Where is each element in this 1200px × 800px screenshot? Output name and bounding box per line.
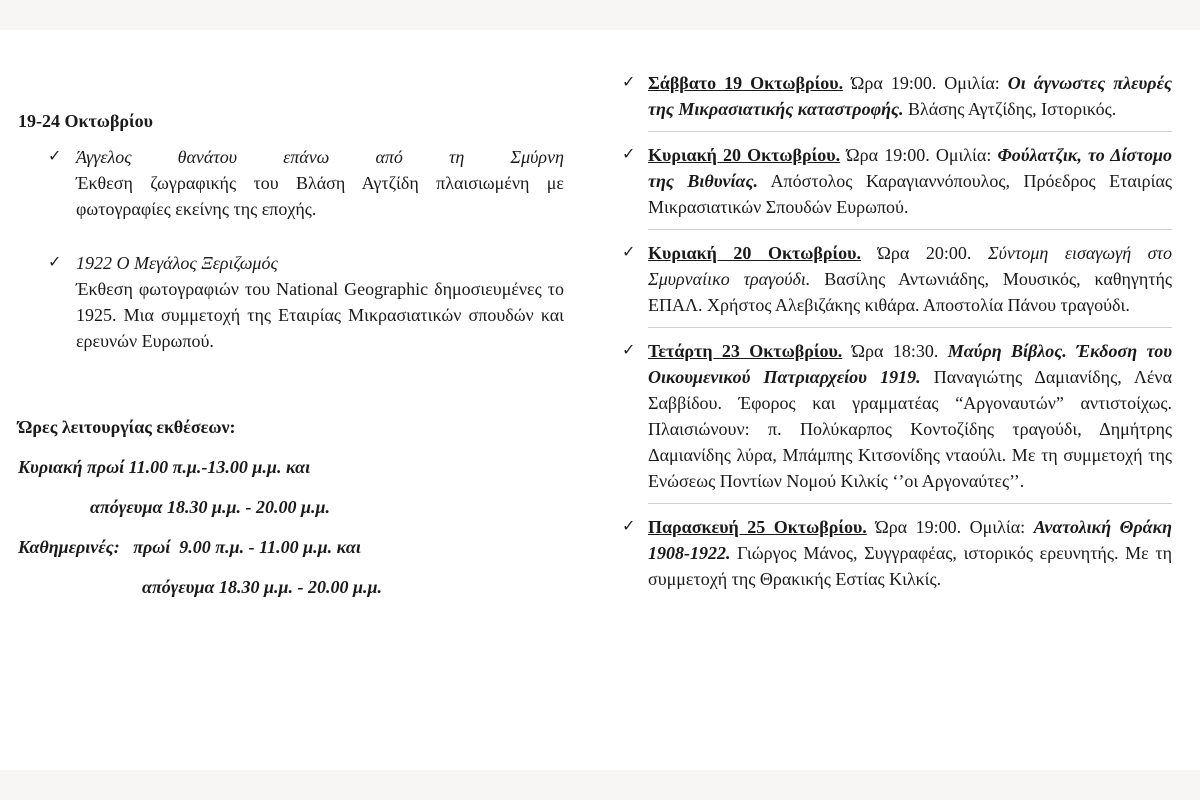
event-details: Βασίλης Αντωνιάδης, Μουσικός, καθηγητής ΕΠΑΛ. Χρήστος Αλεβιζάκης κιθάρα. Αποστολία Πάνου τραγούδι. <box>648 269 1173 315</box>
event-time: Ώρα 19:00. Ομιλία: <box>843 73 1008 93</box>
event-time: Ώρα 19:00. Ομιλία: <box>866 517 1034 537</box>
event-details: Βλάσης Αγτζίδης, Ιστορικός. <box>903 99 1117 119</box>
hours-weekday-evening: απόγευμα 18.30 μ.μ. - 20.00 μ.μ. <box>142 577 382 597</box>
divider <box>648 327 1172 328</box>
event-date: Παρασκευή 25 Οκτωβρίου. <box>648 517 867 537</box>
divider <box>648 229 1172 230</box>
divider <box>648 503 1172 504</box>
exhibit-title: 1922 Ο Μεγάλος Ξεριζωμός <box>76 253 278 273</box>
hours-sunday-evening: απόγευμα 18.30 μ.μ. - 20.00 μ.μ. <box>90 497 330 517</box>
checkmark-icon: ✓ <box>622 244 636 261</box>
event-title: Σύντομη εισαγωγή στο Σμυρναίικο τραγούδι. <box>648 243 1173 289</box>
exhibit-item <box>18 250 564 354</box>
checkmark-icon: ✓ <box>622 518 636 535</box>
opening-hours-heading: Ώρες λειτουργίας εκθέσεων: <box>18 417 236 437</box>
events-column <box>622 70 1172 592</box>
event-title: Μαύρη Βίβλος. Έκδοση του Οικουμενικού Πατριαρχείου 1919. <box>648 341 1173 387</box>
event-title: Φούλατζικ, το Δίστομο της Βιθυνίας. <box>648 145 1173 191</box>
exhibit-description: Έκθεση φωτογραφιών του National Geographic δημοσιευμένες το 1925. Μια συμμετοχή της Εταιρίας Μικρασιατικών σπουδών και ερευνών Ευρωπού. <box>76 279 564 351</box>
event-details: Απόστολος Καραγιαννόπουλος, Πρόεδρος Εταιρίας Μικρασιατικών Σπουδών Ευρωπού. <box>648 171 1172 217</box>
event-date: Τετάρτη 23 Οκτωβρίου. <box>648 341 843 361</box>
checkmark-icon: ✓ <box>48 254 62 271</box>
event-item <box>622 338 1172 494</box>
checkmark-icon: ✓ <box>622 146 636 163</box>
exhibit-description: Έκθεση ζωγραφικής του Βλάση Αγτζίδη πλαισιωμένη με φωτογραφίες εκείνης της εποχής. <box>76 173 564 219</box>
exhibition-date-range: 19-24 Οκτωβρίου <box>18 111 153 131</box>
event-time: Ώρα 20:00. <box>860 243 988 263</box>
event-date: Κυριακή 20 Οκτωβρίου. <box>648 243 861 263</box>
event-date: Κυριακή 20 Οκτωβρίου. <box>648 145 841 165</box>
event-item <box>622 142 1172 220</box>
event-details: Γιώργος Μάνος, Συγγραφέας, ιστορικός ερευνητής. Με τη συμμετοχή της Θρακικής Εστίας Κιλκίς. <box>648 543 1172 589</box>
checkmark-icon: ✓ <box>622 74 636 91</box>
left-column <box>18 110 564 616</box>
event-time: Ώρα 18:30. <box>842 341 948 361</box>
checkmark-icon: ✓ <box>48 148 62 165</box>
event-item <box>622 240 1172 318</box>
event-title: Οι άγνωστες πλευρές της Μικρασιατικής καταστροφής. <box>648 73 1172 119</box>
exhibit-item <box>18 144 564 222</box>
checkmark-icon: ✓ <box>622 342 636 359</box>
event-item <box>622 514 1172 592</box>
event-details: Παναγιώτης Δαμιανίδης, Λένα Σαββίδου. Έφορος και γραμματέας “Αργοναυτών” αντιστοίχως. Πλαισιώνουν: π. Πολύκαρπος Κοντοζίδης τραγούδι, Δημήτρης Δαμιανίδης λύρα, Μπάμπης Κιτσονίδης νταούλι. Με τη συμμετοχή της Ενώσεως Ποντίων Νομού Κιλκίς ‘’οι Αργοναύτες’’. <box>648 367 1173 491</box>
event-date: Σάββατο 19 Οκτωβρίου. <box>648 73 844 93</box>
event-time: Ώρα 19:00. Ομιλία: <box>840 145 998 165</box>
event-item <box>622 70 1172 122</box>
hours-sunday-morning: Κυριακή πρωί 11.00 π.μ.-13.00 μ.μ. και <box>18 457 311 477</box>
hours-weekday-morning: Καθημερινές: πρωί 9.00 π.μ. - 11.00 μ.μ. και <box>18 537 361 557</box>
exhibit-title: Άγγελος θανάτου επάνω από τη Σμύρνη <box>76 147 564 167</box>
event-title: Ανατολική Θράκη 1908-1922. <box>648 517 1172 563</box>
opening-hours <box>18 416 564 598</box>
divider <box>648 131 1172 132</box>
